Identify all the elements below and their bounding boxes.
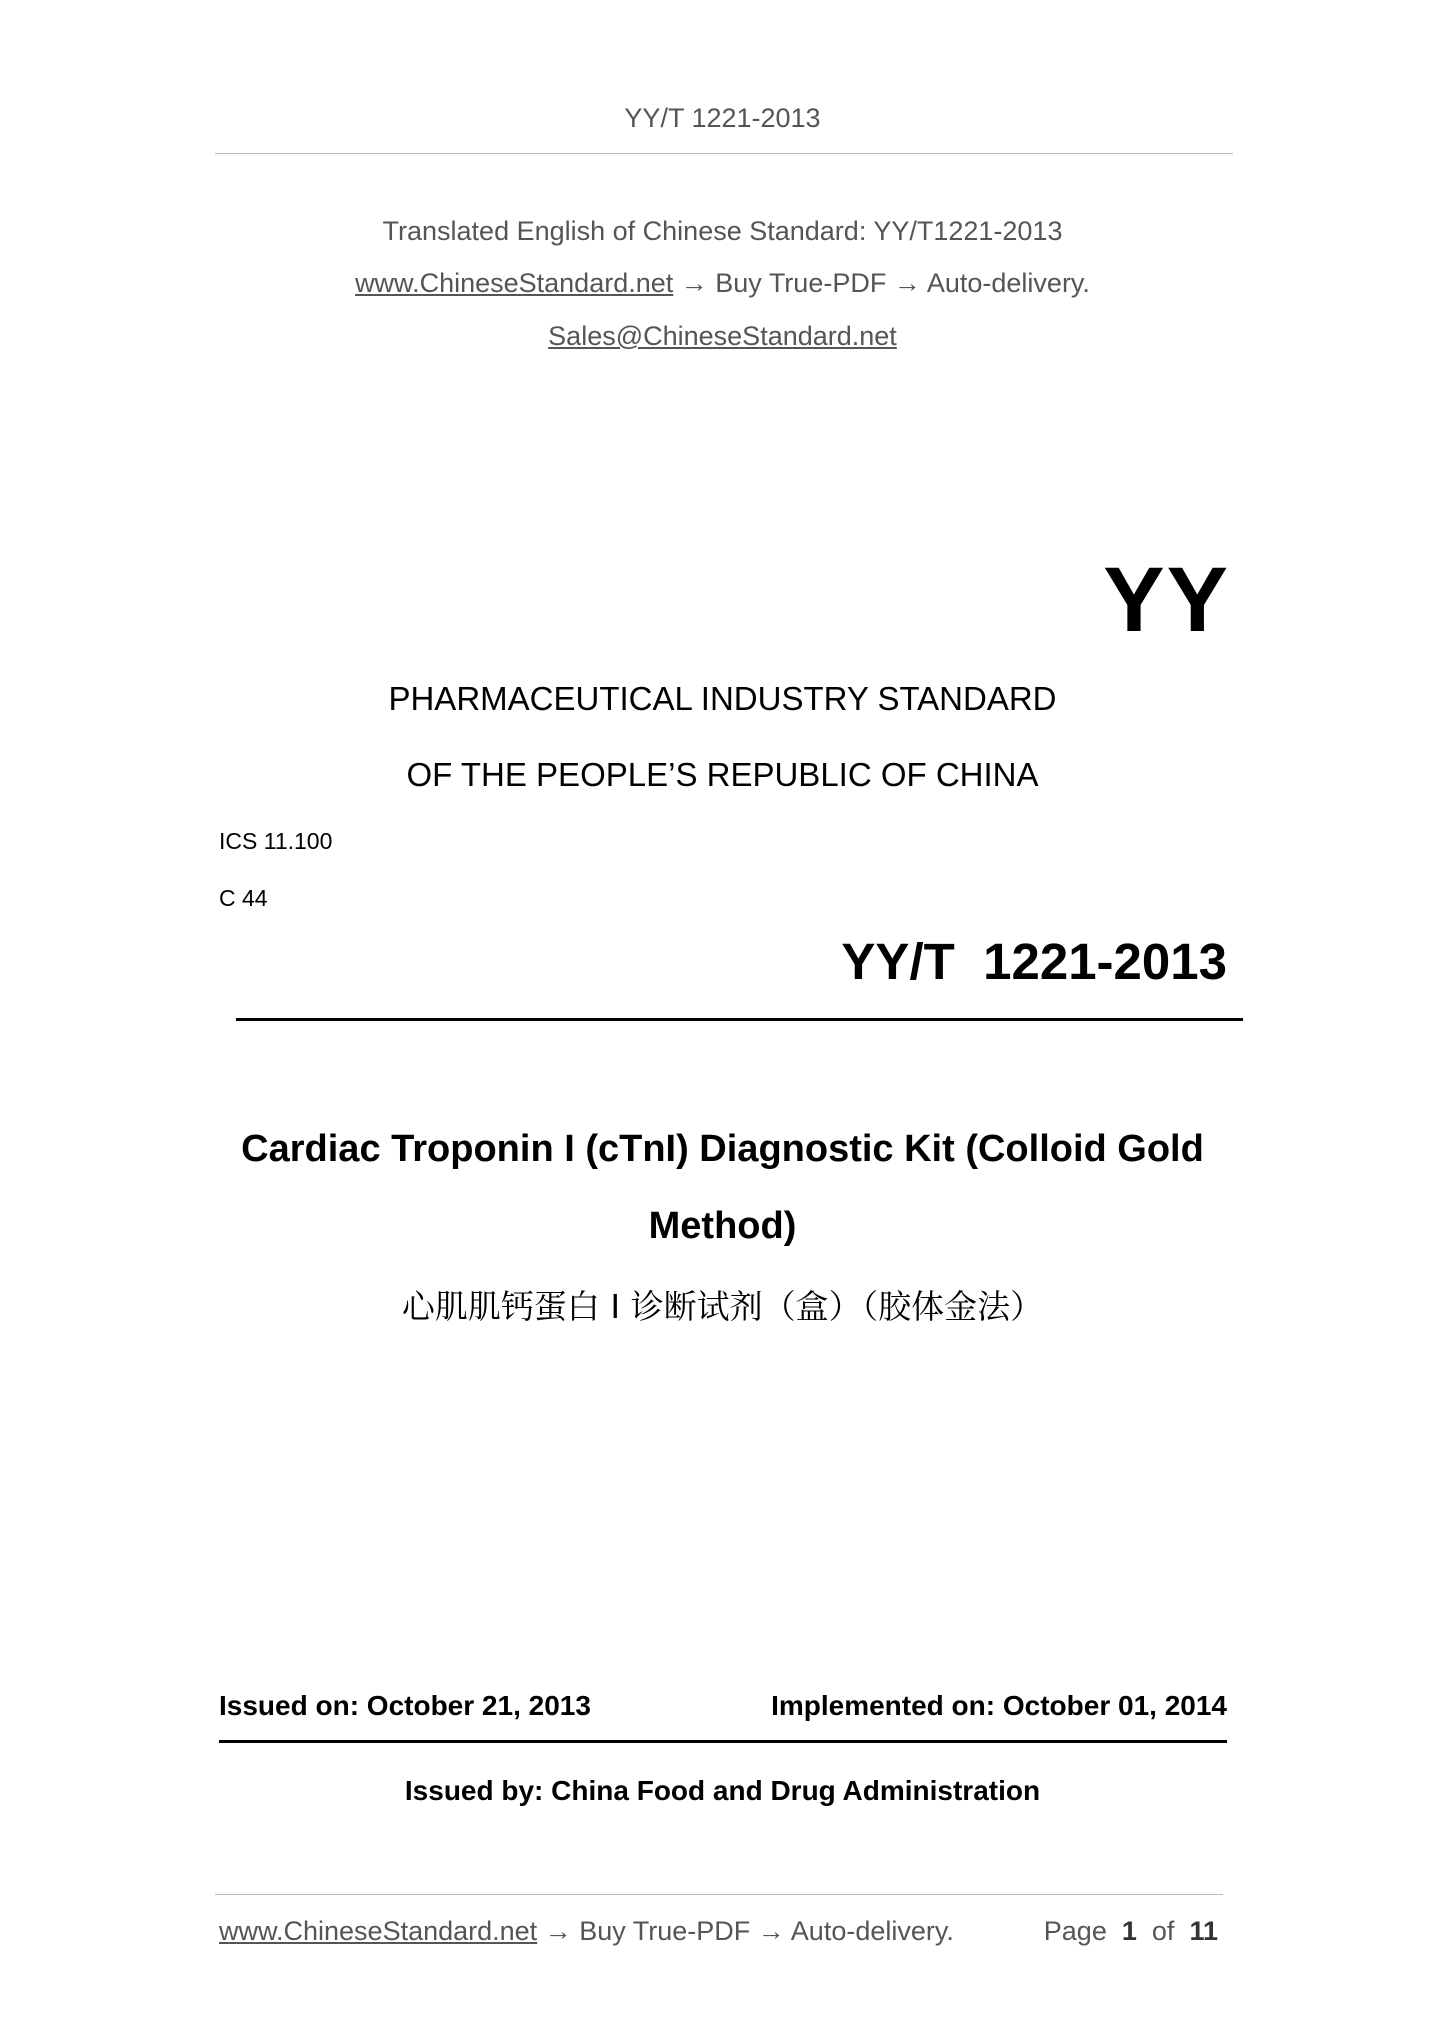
site-link[interactable]: www.ChineseStandard.net (355, 268, 674, 298)
ics-code: ICS 11.100 (219, 828, 333, 854)
sales-email-line (0, 321, 1445, 352)
arrow-right-icon: → (893, 268, 921, 298)
translated-notice: Translated English of Chinese Standard: YY/T1221-2013 (382, 216, 1063, 246)
arrow-right-icon: → (680, 268, 708, 298)
sales-email-link[interactable]: Sales@ChineseStandard.net (548, 321, 897, 351)
dates-divider (219, 1740, 1227, 1743)
standard-title-line-1: PHARMACEUTICAL INDUSTRY STANDARD (388, 680, 1057, 717)
buy-true-pdf-text: Buy True-PDF (715, 268, 887, 298)
footer-delivery-line (219, 1916, 954, 1947)
arrow-right-icon: → (544, 1916, 572, 1946)
standard-title-line-2: OF THE PEOPLE’S REPUBLIC OF CHINA (406, 756, 1039, 793)
yy-logo: YY (1103, 549, 1230, 651)
document-title-line-1: Cardiac Troponin I (cTnI) Diagnostic Kit (Colloid Gold (241, 1128, 1204, 1170)
document-title-line-2: Method) (648, 1205, 797, 1247)
running-header: YY/T 1221-2013 (624, 103, 821, 133)
standard-number: YY/T 1221-2013 (841, 933, 1227, 990)
auto-delivery-text: Auto-delivery. (926, 268, 1090, 298)
footer-buy-text: Buy True-PDF (579, 1916, 751, 1946)
document-title-chinese: 心肌肌钙蛋白 I 诊断试剂（盒）（胶体金法） (401, 1287, 1044, 1326)
page-label: Page (1043, 1916, 1107, 1946)
footer-auto-text: Auto-delivery. (790, 1916, 954, 1946)
arrow-right-icon: → (757, 1916, 785, 1946)
page-indicator (1044, 1916, 1218, 1947)
issuing-authority: Issued by: China Food and Drug Administration (404, 1775, 1041, 1806)
page-current: 1 (1121, 1916, 1137, 1946)
footer-divider (215, 1894, 1223, 1895)
page-of-label: of (1151, 1916, 1175, 1946)
footer-site-link[interactable]: www.ChineseStandard.net (219, 1916, 538, 1946)
standard-number-divider (236, 1018, 1243, 1021)
issued-on-date: Issued on: October 21, 2013 (219, 1690, 591, 1721)
promo-delivery-line (0, 268, 1445, 299)
header-divider (215, 153, 1233, 154)
ccs-code: C 44 (219, 885, 268, 911)
implemented-on-date: Implemented on: October 01, 2014 (771, 1690, 1227, 1721)
page-total: 11 (1189, 1916, 1218, 1946)
